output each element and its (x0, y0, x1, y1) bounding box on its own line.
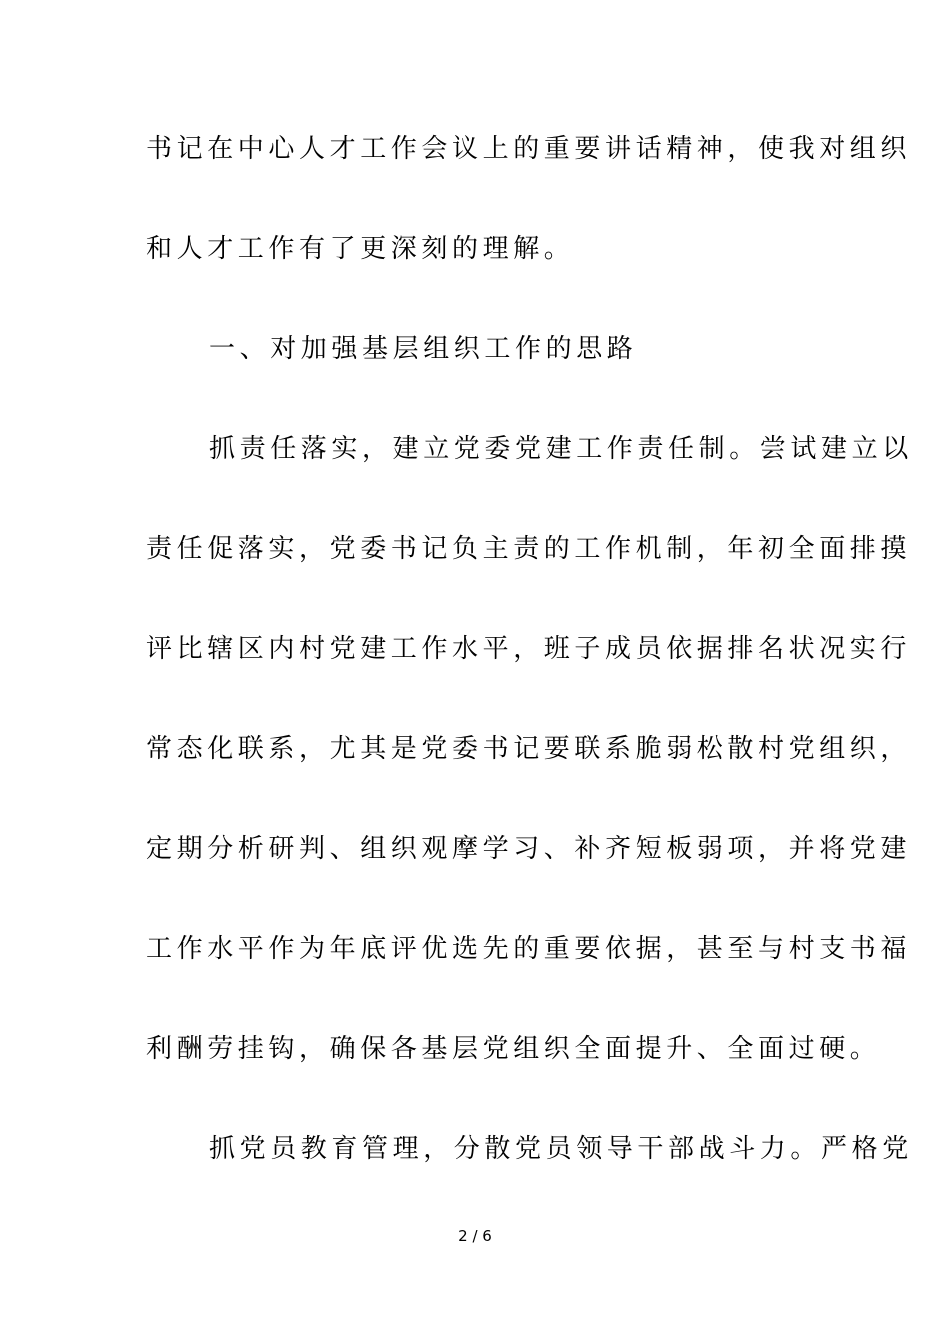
paragraph-1-line-5: 定期分析研判、组织观摩学习、补齐短板弱项，并将党建 (146, 834, 912, 864)
paragraph-1-line-4: 常态化联系，尤其是党委书记要联系脆弱松散村党组织， (146, 734, 912, 764)
paragraph-1-line-3: 评比辖区内村党建工作水平，班子成员依据排名状况实行 (146, 634, 912, 664)
paragraph-1-line-2: 责任促落实，党委书记负主责的工作机制，年初全面排摸 (146, 534, 912, 564)
paragraph-1-line-6: 工作水平作为年底评优选先的重要依据，甚至与村支书福 (146, 934, 912, 964)
paragraph-1-line-7: 利酬劳挂钩，确保各基层党组织全面提升、全面过硬。 (146, 1034, 881, 1064)
page-number: 2 / 6 (458, 1227, 492, 1245)
paragraph-2-line-1: 抓党员教育管理，分散党员领导干部战斗力。严格党 (209, 1134, 913, 1164)
text-line-1: 书记在中心人才工作会议上的重要讲话精神，使我对组织 (146, 134, 912, 164)
paragraph-1-line-1: 抓责任落实，建立党委党建工作责任制。尝试建立以 (209, 434, 913, 464)
text-line-2: 和人才工作有了更深刻的理解。 (146, 234, 575, 264)
section-heading: 一、对加强基层组织工作的思路 (209, 334, 638, 364)
